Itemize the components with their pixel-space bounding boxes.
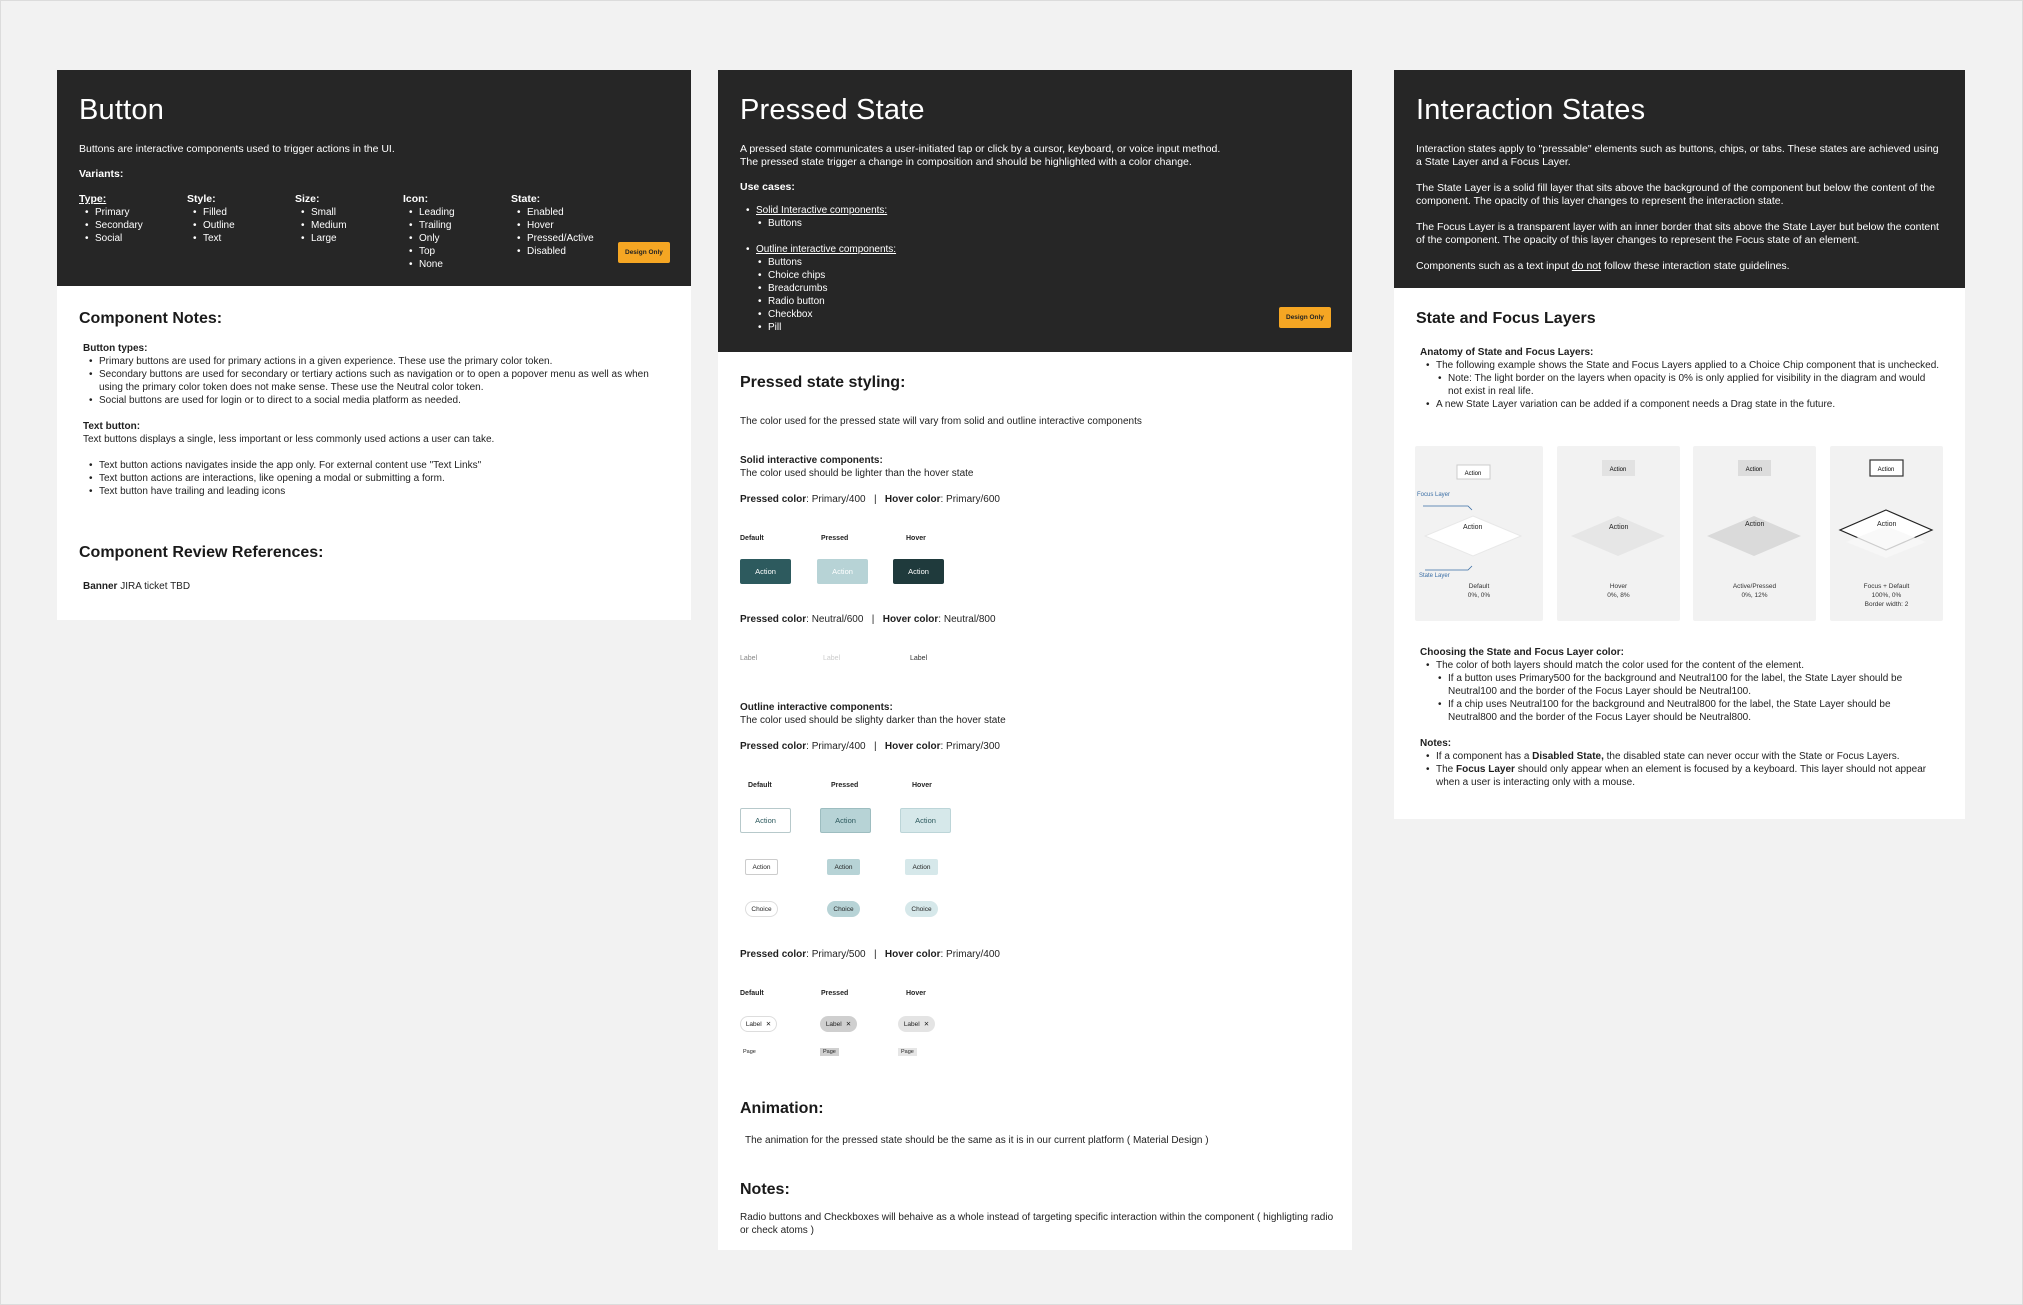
anatomy-section (1420, 346, 1940, 411)
variant-item: • Primary (83, 206, 187, 219)
button-header (57, 70, 691, 286)
pill-pressed[interactable]: Label ✕ (820, 1016, 857, 1032)
pill-default[interactable]: Label ✕ (740, 1016, 777, 1032)
variant-icon (403, 193, 511, 271)
action-label: Action (1745, 521, 1765, 528)
variant-state (511, 193, 631, 271)
variant-item: • Text (191, 232, 295, 245)
animation-title: Animation: (740, 1100, 824, 1117)
col-default: Default (740, 535, 764, 542)
design-only-badge[interactable]: Design Only (1279, 307, 1331, 328)
variant-item: • Pressed/Active (515, 232, 631, 245)
close-icon[interactable]: ✕ (845, 1021, 852, 1028)
solid-pressed-button[interactable]: Action (817, 559, 868, 584)
solid-default-button[interactable]: Action (740, 559, 791, 584)
solid-link[interactable]: • Solid Interactive components: (744, 204, 1330, 217)
card-caption: Default 0%, 0% (1467, 583, 1491, 599)
pressed-desc-1: A pressed state communicates a user-initiated tap or click by a cursor, keyboard, or voice input method. (740, 143, 1221, 155)
styling-title: Pressed state styling: (740, 374, 906, 391)
col-default: Default (740, 990, 764, 997)
interaction-header (1394, 70, 1965, 288)
outline-default-button[interactable]: Action (740, 808, 791, 833)
list-item: • Pill (756, 321, 1330, 334)
design-only-badge[interactable]: Design Only (618, 242, 670, 263)
col-pressed: Pressed (831, 782, 859, 789)
variant-item: • Enabled (515, 206, 631, 219)
animation-desc: The animation for the pressed state should be the same as it is in our current platform ( Material Design ) (745, 1135, 1209, 1146)
outline-pressed-button[interactable]: Action (820, 808, 871, 833)
list-item: • If a chip uses Neutral100 for the background and Neutral800 for the label, the State Layer should be Neutral800 and the border of the Focus Layer should be Neutral800. (1436, 698, 1940, 724)
state-layer-label: State Layer (1419, 573, 1450, 579)
color-line-1: Pressed color: Primary/400 | Hover color: Primary/600 (740, 494, 1000, 505)
col-hover: Hover (906, 990, 926, 997)
interaction-p2: The State Layer is a solid fill layer that sits above the background of the component but below the content of the component. The opacity of this layer changes to represent the interaction state. (1416, 182, 1935, 207)
state-pointer (1425, 566, 1472, 570)
component-notes (57, 286, 691, 593)
list-item: • Radio button (756, 295, 1330, 308)
breadcrumb-default[interactable]: Page (743, 1049, 756, 1055)
variant-item: • Leading (407, 206, 511, 219)
variant-item: • None (407, 258, 511, 271)
close-icon[interactable]: ✕ (765, 1021, 772, 1028)
list-item: • If a button uses Primary500 for the background and Neutral100 for the label, the State Layer should be Neutral100 and the border of the Focus Layer should be Neutral100. (1436, 672, 1940, 698)
close-icon[interactable]: ✕ (923, 1021, 930, 1028)
review-title: Component Review References: (79, 544, 324, 561)
interaction-title: Interaction States (1416, 94, 1646, 126)
col-default: Default (748, 782, 772, 789)
list-item: • Buttons (756, 217, 1330, 230)
list-item: • Checkbox (756, 308, 1330, 321)
button-types-heading: Button types: (83, 343, 148, 354)
list-item: • The following example shows the State and Focus Layers applied to a Choice Chip component that is unchecked. (1424, 359, 1940, 372)
col-pressed: Pressed (821, 535, 849, 542)
col-hover: Hover (912, 782, 932, 789)
color-line-3: Pressed color: Primary/400 | Hover color: Primary/300 (740, 741, 1000, 752)
variant-heading: State: (511, 193, 541, 205)
button-title: Button (79, 94, 165, 126)
list-item: • Note: The light border on the layers when opacity is 0% is only applied for visibility in the diagram and would not exist in real life. (1436, 372, 1940, 398)
interaction-p3: The Focus Layer is a transparent layer with an inner border that sits above the State Layer but below the content of the component. The opacity of this layer changes to represent the Focus state of an element. (1416, 221, 1939, 246)
card-caption: Focus + Default 100%, 0% Border width: 2 (1863, 583, 1910, 608)
review-bold: Banner (83, 581, 118, 592)
choice-chip-hover[interactable]: Choice (905, 901, 938, 917)
component-notes-title: Component Notes: (79, 310, 223, 327)
card-caption: Active/Pressed 0%, 12% (1732, 583, 1777, 599)
state-layer-shape (1425, 516, 1521, 556)
use-cases-label: Use cases: (740, 181, 795, 193)
col-pressed: Pressed (821, 990, 849, 997)
breadcrumb-hover[interactable]: Page (898, 1048, 917, 1056)
notes-desc: Radio buttons and Checkboxes will behaive as a whole instead of targeting specific interaction within the component ( highligting radio or check atoms ) (740, 1212, 1334, 1236)
variants-label: Variants: (79, 168, 124, 180)
list-item: • Choice chips (756, 269, 1330, 282)
list-item: • Secondary buttons are used for secondary or tertiary actions such as navigation or to open a popover menu as well as when using the primary color token does not make sense. These use the Neutral color token. (87, 368, 667, 394)
variant-item: • Filled (191, 206, 295, 219)
variant-item: • Secondary (83, 219, 187, 232)
button-panel (57, 70, 691, 620)
state-card-hover (1557, 446, 1680, 621)
text-button-heading: Text button: (83, 421, 141, 432)
outline-hover-button[interactable]: Action (900, 808, 951, 833)
variant-heading: Size: (295, 193, 320, 205)
action-label: Action (1877, 521, 1897, 528)
outline-link[interactable]: • Outline interactive components: (744, 243, 1330, 256)
color-line-4: Pressed color: Primary/500 | Hover color: Primary/400 (740, 949, 1000, 960)
list-item: • A new State Layer variation can be added if a component needs a Drag state in the future. (1424, 398, 1940, 411)
variant-heading: Type: (79, 193, 107, 205)
color-line-2: Pressed color: Neutral/600 | Hover color: Neutral/800 (740, 614, 996, 625)
variant-type (79, 193, 187, 271)
list-item: • The Focus Layer should only appear when an element is focused by a keyboard. This layer should not appear when a user is interacting only with a mouse. (1424, 763, 1940, 789)
choice-chip-pressed[interactable]: Choice (827, 901, 860, 917)
list-item: • Text button actions are interactions, like opening a modal or submitting a form. (87, 472, 669, 485)
small-outline-default[interactable]: Action (745, 859, 778, 875)
review-reference (79, 580, 669, 593)
choice-chip-default[interactable]: Choice (745, 901, 778, 917)
text-button-hover[interactable]: Label (910, 655, 928, 662)
text-button-pressed[interactable]: Label (823, 655, 841, 662)
state-layer-shape (1571, 516, 1665, 556)
notes-title: Notes: (740, 1181, 790, 1198)
text-button-default[interactable]: Label (740, 655, 758, 662)
layers-title: State and Focus Layers (1416, 310, 1596, 327)
variant-item: • Medium (299, 219, 403, 232)
chip-label: Action (1609, 467, 1627, 473)
pressed-title: Pressed State (740, 94, 925, 126)
outline-heading: Outline interactive components: (740, 702, 893, 713)
chip-label: Action (1877, 467, 1895, 473)
styling-desc: The color used for the pressed state will vary from solid and outline interactive components (740, 416, 1142, 427)
review-rest: JIRA ticket TBD (117, 581, 191, 592)
button-description: Buttons are interactive components used to trigger actions in the UI. (79, 143, 395, 155)
breadcrumb-pressed[interactable]: Page (820, 1048, 839, 1056)
list-item: • Buttons (756, 256, 1330, 269)
list-item: • Primary buttons are used for primary actions in a given experience. These use the primary color token. (87, 355, 667, 368)
variant-heading: Style: (187, 193, 216, 205)
state-card-focus (1830, 446, 1943, 621)
choosing-section (1420, 646, 1940, 789)
focus-layer-label: Focus Layer (1417, 492, 1451, 498)
list-item: • Social buttons are used for login or to direct to a social media platform as needed. (87, 394, 667, 407)
solid-heading: Solid interactive components: (740, 455, 883, 466)
pressed-panel (718, 70, 1352, 1250)
action-label: Action (1463, 524, 1483, 531)
variant-item: • Disabled (515, 245, 631, 258)
list-item: • Text button actions navigates inside the app only. For external content use "Text Links" (87, 459, 669, 472)
pill-hover[interactable]: Label ✕ (898, 1016, 935, 1032)
variant-item: • Outline (191, 219, 295, 232)
choosing-heading: Choosing the State and Focus Layer color: (1420, 647, 1624, 658)
interaction-p1: Interaction states apply to "pressable" elements such as buttons, chips, or tabs. These states are achieved using a State Layer and a Focus Layer. (1416, 143, 1939, 168)
variant-item: • Small (299, 206, 403, 219)
pressed-header (718, 70, 1352, 352)
list-item: • The color of both layers should match the color used for the content of the element. (1424, 659, 1940, 672)
anatomy-heading: Anatomy of State and Focus Layers: (1420, 347, 1594, 358)
list-item: • Breadcrumbs (756, 282, 1330, 295)
small-outline-pressed[interactable]: Action (827, 859, 860, 875)
list-item: • Text button have trailing and leading icons (87, 485, 669, 498)
outline-desc: The color used should be slighty darker than the hover state (740, 715, 1006, 726)
card-caption: Hover 0%, 8% (1607, 583, 1630, 599)
interaction-panel (1394, 70, 1965, 819)
variant-item: • Top (407, 245, 511, 258)
pressed-desc-2: The pressed state trigger a change in composition and should be highlighted with a color change. (740, 156, 1192, 168)
text-button-desc: Text buttons displays a single, less important or less commonly used actions a user can take. (83, 434, 495, 445)
chip-label: Action (1745, 467, 1763, 473)
variant-item: • Trailing (407, 219, 511, 232)
state-card-default (1415, 446, 1543, 621)
variant-style (187, 193, 295, 271)
action-label: Action (1609, 524, 1629, 531)
variants-grid (79, 193, 669, 271)
variant-item: • Large (299, 232, 403, 245)
solid-desc: The color used should be lighter than the hover state (740, 468, 974, 479)
state-card-pressed (1693, 446, 1816, 621)
small-outline-hover[interactable]: Action (905, 859, 938, 875)
variant-item: • Only (407, 232, 511, 245)
variant-size (295, 193, 403, 271)
chip-label: Action (1464, 471, 1482, 477)
notes-heading: Notes: (1420, 738, 1452, 749)
solid-hover-button[interactable]: Action (893, 559, 944, 584)
variant-heading: Icon: (403, 193, 429, 205)
focus-pointer (1423, 506, 1472, 510)
interaction-p4: Components such as a text input do not follow these interaction state guidelines. (1416, 260, 1790, 272)
variant-item: • Hover (515, 219, 631, 232)
variant-item: • Social (83, 232, 187, 245)
list-item: • If a component has a Disabled State, the disabled state can never occur with the State or Focus Layers. (1424, 750, 1940, 763)
col-hover: Hover (906, 535, 926, 542)
